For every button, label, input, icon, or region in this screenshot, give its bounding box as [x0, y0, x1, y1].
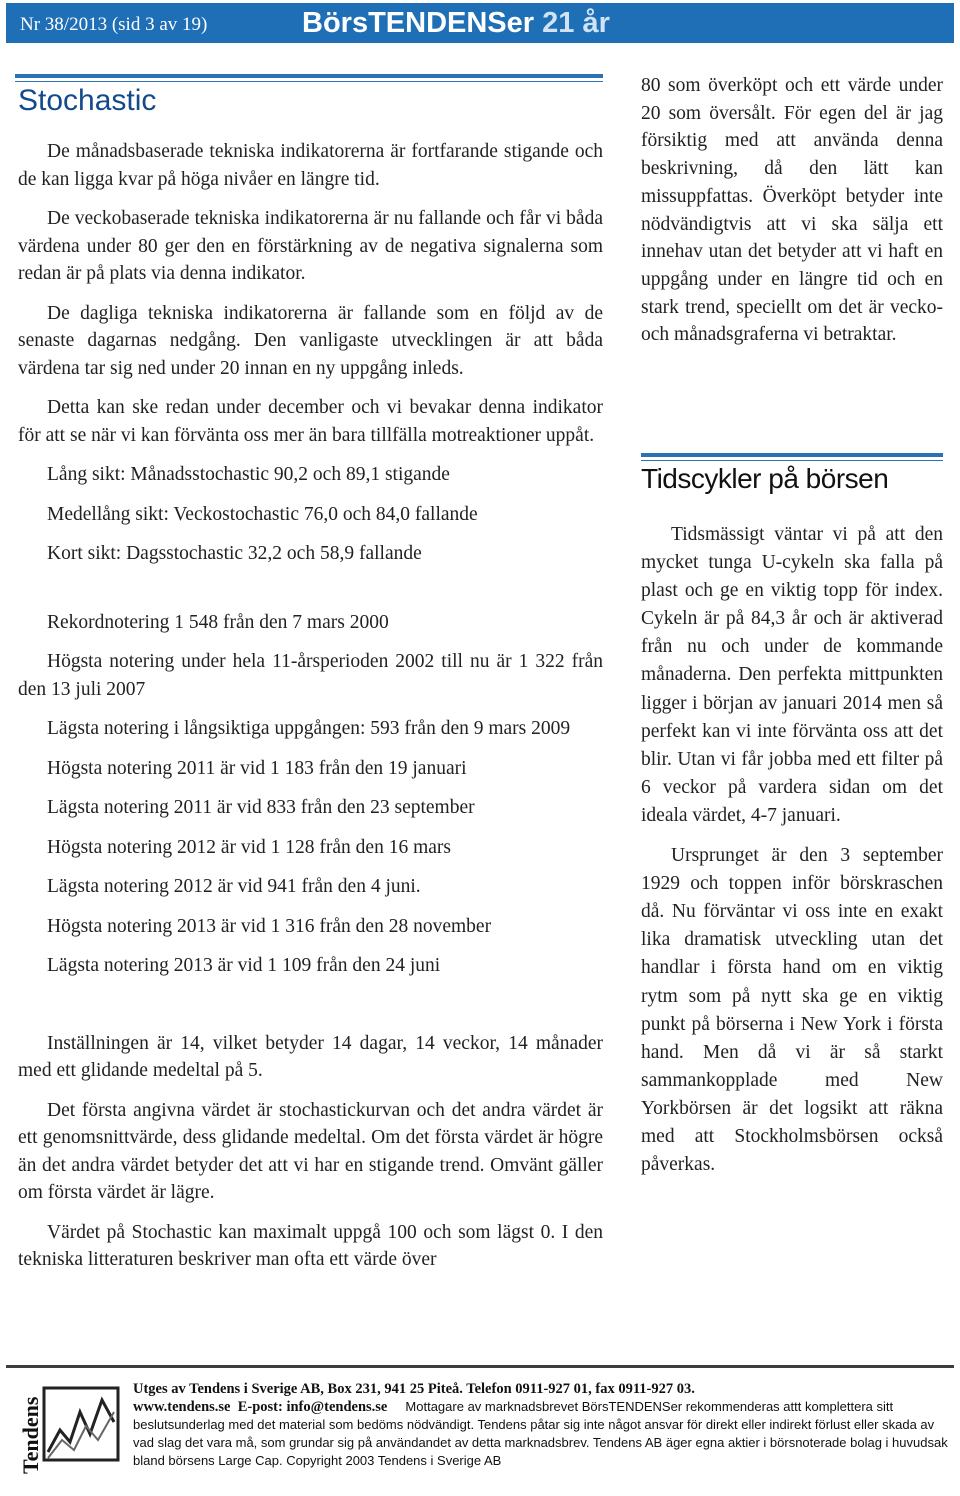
- low-2013: Lägsta notering 2013 är vid 1 109 från den 24 juni: [47, 955, 441, 976]
- paragraph: De veckobaserade tekniska indikatorerna är nu fallande och får vi båda värdena under 80 ger den en förstärkning av de negativa signalerna som redan är på plats via denna indikator.: [18, 208, 603, 284]
- paragraph: Ursprunget är den 3 september 1929 och toppen inför börskraschen då. Nu förväntar vi oss inte en exakt lika dramatisk utveckling utan det handlar i första hand om en viktig rytm som på nytt ska ge en viktig punkt på börserna i New York i första hand. Men då vi är så starkt sammankopplade med New Yorkbörsen är det logsikt att räkna med att Stockholmsbörsen också påverkas.: [641, 845, 943, 1176]
- paragraph: Tidsmässigt väntar vi på att den mycket tunga U-cykeln ska falla på plast och ge en viktig topp för index. Cykeln är på 84,3 år och är aktiverad från nu och under de kommande månaderna. Den perfekta mittpunkten ligger i början av januari 2014 men så perfekt kan vi inte förvänta oss att det blir. Utan vi får jobba med ett filter på 6 veckor på vardera sidan om det ideala värdet, 4-7 januari.: [641, 524, 943, 826]
- section-rule: [15, 74, 603, 78]
- brand-title: [302, 7, 610, 40]
- long-term-value: Lång sikt: Månadsstochastic 90,2 och 89,1 stigande: [47, 464, 450, 485]
- brand-name: BörsTENDENSer: [302, 7, 535, 39]
- low-2011: Lägsta notering 2011 är vid 833 från den 23 september: [47, 797, 475, 818]
- low-long-term: Lägsta notering i långsiktiga uppgången: 593 från den 9 mars 2009: [47, 718, 571, 739]
- paragraph: De månadsbaserade tekniska indikatorerna är fortfarande stigande och de kan ligga kvar på höga nivåer en längre tid.: [18, 141, 603, 190]
- publisher-line: Utges av Tendens i Sverige AB, Box 231, 941 25 Piteå. Telefon 0911-927 01, fax 0911-927 03.: [133, 1381, 695, 1397]
- brand-years: 21 år: [542, 7, 610, 39]
- paragraph: Detta kan ske redan under december och vi bevakar denna indikator för att se när vi kan förvänta oss mer än bara tillfälla motreaktioner uppåt.: [18, 397, 603, 446]
- settings-paragraph: Inställningen är 14, vilket betyder 14 dagar, 14 veckor, 14 månader med ett glidande medeltal på 5.: [18, 1032, 603, 1081]
- issue-label: Nr 38/2013 (sid 3 av 19): [20, 14, 208, 35]
- continued-column: [641, 72, 943, 361]
- logo-wordmark: Tendens: [18, 1396, 43, 1474]
- tendens-logo: [18, 1382, 123, 1480]
- disclaimer: Mottagare av marknadsbrevet BörsTENDENSer rekommenderas attt komplettera sitt beslutsunderlag med det material som bedöms nödvändigt. Tendens påtar sig inte något ansvar för direkt eller indirekt förlust eller skada av vad slag det vara må, som grundar sig på användandet av detta marknadsbrev. Tendens AB äger egna aktier i börsnoterade bolag i huvudsak bland börsens Large Cap. Copyright 2003 Tendens i Sverige AB: [133, 1399, 948, 1468]
- continued-paragraph: 80 som överköpt och ett värde under 20 som översålt. För egen del är jag försiktig med att använda denna beskrivning, då den lätt kan missuppfattas. Överköpt betyder inte nödvändigtvis att vi ska sälja ett innehav utan det betyder att vi haft en uppgång under en längre tid och en stark trend, speciellt om det är vecko- och månadsgraferna vi betraktar.: [641, 75, 943, 346]
- stochastic-heading: Stochastic: [18, 84, 157, 117]
- footer-text: [133, 1380, 953, 1470]
- section-rule: [641, 453, 943, 457]
- paragraph: De dagliga tekniska indikatorerna är fallande som en följd av de senaste dagarnas nedgång. Den vanligaste utvecklingen är att båda värdena tar sig ned under 20 innan en ny uppgång inleds.: [18, 302, 603, 379]
- explain-paragraph: Det första angivna värdet är stochastickurvan och det andra värdet är ett genomsnittvärde, dess glidande medeltal. Om det första värdet är högre än det andra värdet betyder det att vi har en stigande trend. Omvänt gäller om första värdet är lägre.: [18, 1099, 603, 1203]
- high-2013: Högsta notering 2013 är vid 1 316 från den 28 november: [47, 915, 492, 937]
- email-link[interactable]: E-post: info@tendens.se: [237, 1399, 388, 1415]
- stochastic-article: [18, 138, 603, 1286]
- high-2012: Högsta notering 2012 är vid 1 128 från den 16 mars: [47, 836, 451, 858]
- footer-rule: [6, 1365, 954, 1368]
- section-rule-thin: [641, 460, 943, 461]
- high-11-year: Högsta notering under hela 11-årsperioden 2002 till nu är 1 322 från den 13 juli 2007: [18, 651, 603, 700]
- footer-body: [133, 1398, 953, 1470]
- page-header: [6, 3, 954, 43]
- low-2012: Lägsta notering 2012 är vid 941 från den 4 juni.: [47, 876, 421, 897]
- website-link[interactable]: www.tendens.se: [133, 1399, 231, 1415]
- record-note: Rekordnotering 1 548 från den 7 mars 2000: [47, 611, 389, 633]
- high-2011: Högsta notering 2011 är vid 1 183 från den 19 januari: [47, 757, 467, 779]
- tidscykler-heading: Tidscykler på börsen: [641, 463, 889, 494]
- tidscykler-article: [641, 521, 943, 1191]
- medium-term-value: Medellång sikt: Veckostochastic 76,0 och 84,0 fallande: [47, 503, 478, 525]
- max-paragraph: Värdet på Stochastic kan maximalt uppgå 100 och som lägst 0. I den tekniska litteraturen beskriver man ofta ett värde över: [18, 1221, 603, 1270]
- section-rule-thin: [15, 81, 603, 82]
- short-term-value: Kort sikt: Dagsstochastic 32,2 och 58,9 fallande: [47, 543, 422, 564]
